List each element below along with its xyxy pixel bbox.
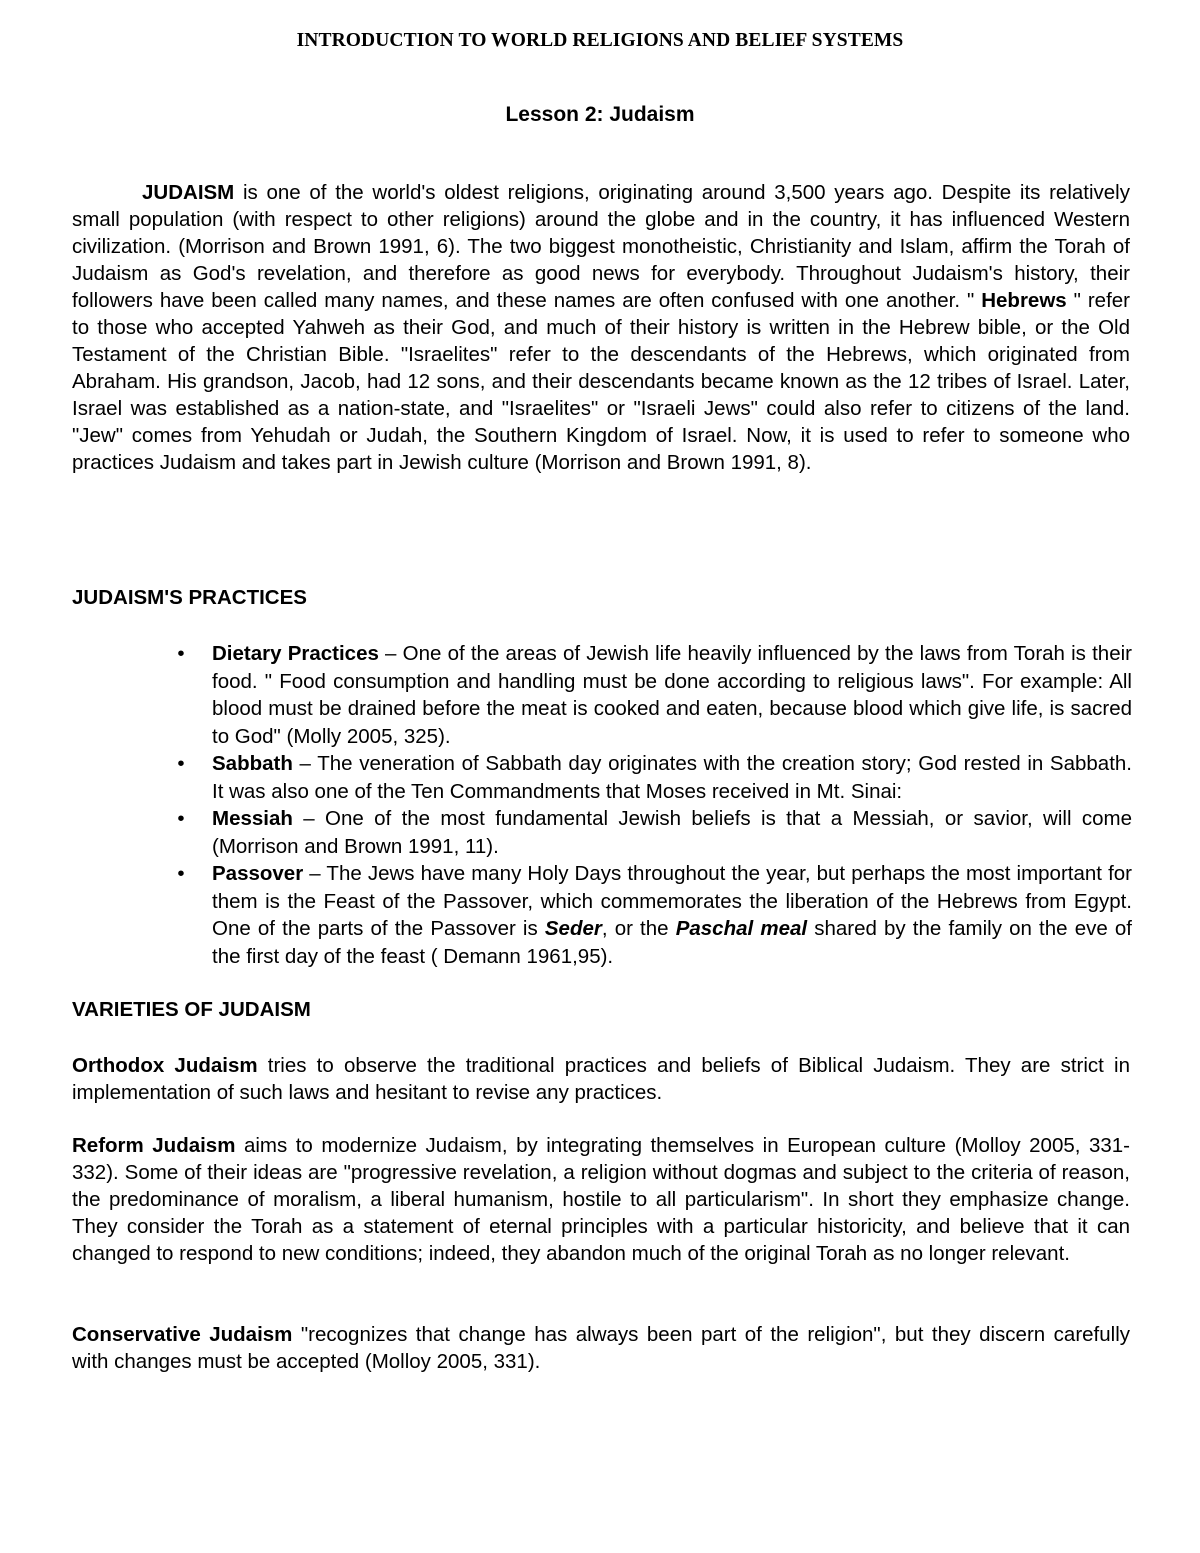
hebrews-term: Hebrews [981, 289, 1067, 312]
conservative-text: "recognizes that change has always been part of the religion", but they discern carefully with changes must be accepted (Molloy 2005, 331). [72, 1323, 1131, 1373]
intro-text-continued: " refer to those who accepted Yahweh as their God, and much of their history is written in the Hebrew bible, or the Old Testament of the Christian Bible. "Israelites" refer to the descendants of the Hebrews, which originated from Abraham. His grandson, Jacob, had 12 sons, and their descendants became known as the 12 tribes of Israel. Later, Israel was established as a nation-state, and "Israelites" or "Israeli Jews" could also refer to citizens of the land. "Jew" comes from Yehudah or Judah, the Southern Kingdom of Israel. Now, it is used to refer to someone who practices Judaism and takes part in Jewish culture (Morrison and Brown 1991, 8). [72, 289, 1130, 474]
list-item [177, 860, 1132, 970]
list-item [177, 805, 1132, 860]
orthodox-term: Orthodox Judaism [72, 1054, 258, 1077]
paschal-meal-term: Paschal meal [675, 917, 808, 940]
conservative-paragraph [72, 1321, 1130, 1375]
bullet-icon: • [177, 862, 185, 885]
seder-term: Seder [544, 917, 602, 940]
intro-text: is one of the world's oldest religions, originating around 3,500 years ago. Despite its relatively small population (with respect to other religions) around the globe and in the country, it has influenced Western civilization. (Morrison and Brown 1991, 6). The two biggest monotheistic, Christianity and Islam, affirm the Torah of Judaism as God's revelation, and therefore as good news for everybody. Throughout Judaism's history, their followers have been called many names, and these names are often confused with one another. " [72, 181, 1130, 312]
practice-term: Passover [212, 862, 304, 885]
intro-lead-term: JUDAISM [142, 181, 235, 204]
bullet-icon: • [177, 752, 185, 775]
conservative-term: Conservative Judaism [72, 1323, 293, 1346]
bullet-icon: • [177, 807, 185, 830]
practice-text-end: shared by the family on the eve of the first day of the feast ( Demann 1961,95). [212, 917, 1132, 968]
list-item [177, 750, 1132, 805]
practice-text: – One of the areas of Jewish life heavily influenced by the laws from Torah is their food. " Food consumption and handling must be done according to religious laws". For example: All blood must be drained before the meat is cooked and eaten, because blood which give life, is sacred to God" (Molly 2005, 325). [212, 642, 1132, 748]
reform-term: Reform Judaism [72, 1134, 236, 1157]
practices-list [177, 640, 1132, 970]
lesson-title: Lesson 2: Judaism [505, 103, 695, 126]
document-title: INTRODUCTION TO WORLD RELIGIONS AND BELIEF SYSTEMS [296, 30, 904, 51]
practice-term: Dietary Practices [212, 642, 379, 665]
practice-text-continued: , or the [601, 917, 676, 940]
reform-paragraph [72, 1132, 1130, 1267]
practice-text: – The veneration of Sabbath day originates with the creation story; God rested in Sabbath. It was also one of the Ten Commandments that Moses received in Mt. Sinai: [212, 752, 1132, 803]
practice-term: Messiah [212, 807, 293, 830]
bullet-icon: • [177, 642, 185, 665]
practice-term: Sabbath [212, 752, 293, 775]
practice-text: – One of the most fundamental Jewish beliefs is that a Messiah, or savior, will come (Morrison and Brown 1991, 11). [212, 807, 1132, 858]
practices-heading: JUDAISM'S PRACTICES [72, 586, 307, 609]
orthodox-paragraph [72, 1052, 1130, 1106]
varieties-heading: VARIETIES OF JUDAISM [72, 998, 311, 1021]
orthodox-text: tries to observe the traditional practices and beliefs of Biblical Judaism. They are strict in implementation of such laws and hesitant to revise any practices. [72, 1054, 1130, 1104]
list-item [177, 640, 1132, 750]
practice-text: – The Jews have many Holy Days throughout the year, but perhaps the most important for them is the Feast of the Passover, which commemorates the liberation of the Hebrews from Egypt. One of the parts of the Passover is [212, 862, 1132, 940]
reform-text: aims to modernize Judaism, by integrating themselves in European culture (Molloy 2005, 331-332). Some of their ideas are "progressive revelation, a religion without dogmas and subject to the criteria of reason, the predominance of moralism, a liberal humanism, hostile to all particularism". In short they emphasize change. They consider the Torah as a statement of eternal principles with a particular historicity, and believe that it can changed to respond to new conditions; indeed, they abandon much of the original Torah as no longer relevant. [72, 1134, 1130, 1265]
intro-paragraph [72, 179, 1130, 476]
